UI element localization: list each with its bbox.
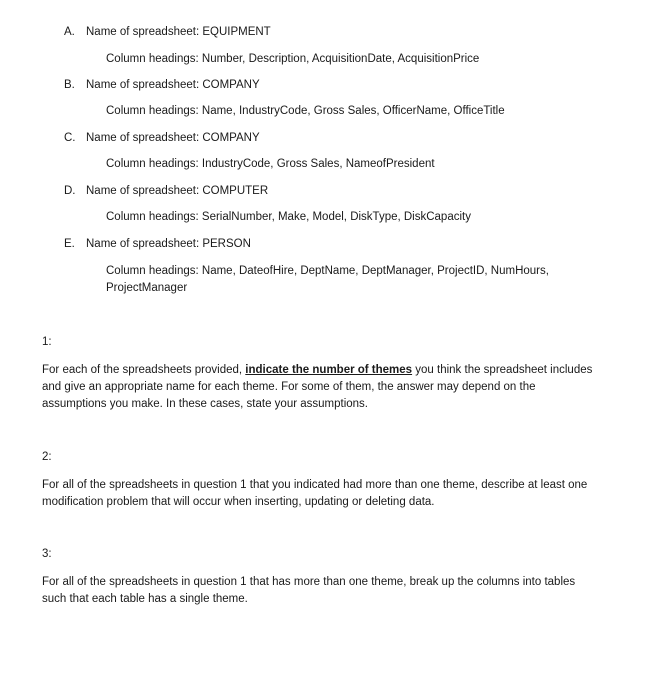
spreadsheet-item-c [64, 130, 624, 173]
spreadsheet-name-line [64, 77, 624, 93]
column-headings-label: Column headings: [106, 265, 202, 277]
question-text-body: For all of the spreadsheets in question 1 that you indicated had more than one theme, describe at least one modification problem that will occur when inserting, updating or deleting data. [42, 479, 588, 508]
spreadsheet-name: COMPANY [202, 79, 260, 91]
item-letter: B. [64, 79, 75, 91]
column-headings: Name, IndustryCode, Gross Sales, OfficerName, OfficeTitle [201, 105, 505, 117]
question-number: 3: [42, 548, 52, 560]
question-text [42, 574, 602, 608]
column-headings: IndustryCode, Gross Sales, NameofPresident [201, 158, 435, 170]
question-text-rest: you think the spreadsheet includes and give an appropriate name for each theme. For some of them, the answer may depend on the assumptions you make. In these cases, state your assumptions. [42, 364, 593, 410]
spreadsheet-name-line [64, 130, 624, 146]
question-1 [42, 334, 602, 413]
column-headings-line [106, 263, 586, 297]
spreadsheet-name: PERSON [202, 238, 251, 250]
spreadsheet-item-e [64, 236, 624, 297]
question-text-intro: For each of the spreadsheets provided, [42, 364, 246, 376]
question-text-emphasis: indicate the number of themes [245, 364, 413, 376]
question-2 [42, 449, 602, 511]
name-label: Name of spreadsheet: [86, 132, 203, 144]
spreadsheet-name: COMPANY [202, 132, 260, 144]
column-headings-label: Column headings: [106, 211, 202, 223]
spreadsheet-name: COMPUTER [202, 185, 269, 197]
column-headings: Name, DateofHire, DeptName, DeptManager, ProjectID, NumHours, ProjectManager [106, 265, 549, 294]
item-letter: E. [64, 238, 75, 250]
column-headings-line [106, 156, 586, 173]
spreadsheet-name-line [64, 183, 624, 199]
column-headings-label: Column headings: [106, 158, 202, 170]
column-headings: Number, Description, AcquisitionDate, AcquisitionPrice [201, 53, 480, 65]
spreadsheet-name-line [64, 236, 624, 252]
spreadsheet-item-a [64, 24, 624, 68]
name-label: Name of spreadsheet: [86, 238, 203, 250]
item-letter: C. [64, 132, 76, 144]
name-label: Name of spreadsheet: [86, 79, 203, 91]
item-letter: A. [64, 26, 75, 38]
column-headings-line [106, 209, 586, 226]
column-headings-line [106, 51, 586, 68]
question-number: 2: [42, 451, 52, 463]
column-headings: SerialNumber, Make, Model, DiskType, DiskCapacity [201, 211, 471, 223]
question-number: 1: [42, 336, 52, 348]
column-headings-label: Column headings: [106, 53, 202, 65]
question-text [42, 362, 602, 413]
spreadsheet-item-b [64, 77, 624, 120]
name-label: Name of spreadsheet: [86, 185, 203, 197]
column-headings-line [106, 103, 586, 120]
spreadsheet-item-d [64, 183, 624, 226]
question-text-body: For all of the spreadsheets in question 1 that has more than one theme, break up the columns into tables such that each table has a single theme. [42, 576, 576, 605]
spreadsheet-name-line [64, 24, 624, 40]
spreadsheet-name: EQUIPMENT [202, 26, 271, 38]
name-label: Name of spreadsheet: [86, 26, 203, 38]
question-3 [42, 546, 602, 608]
item-letter: D. [64, 185, 76, 197]
column-headings-label: Column headings: [106, 105, 202, 117]
question-text [42, 477, 602, 511]
